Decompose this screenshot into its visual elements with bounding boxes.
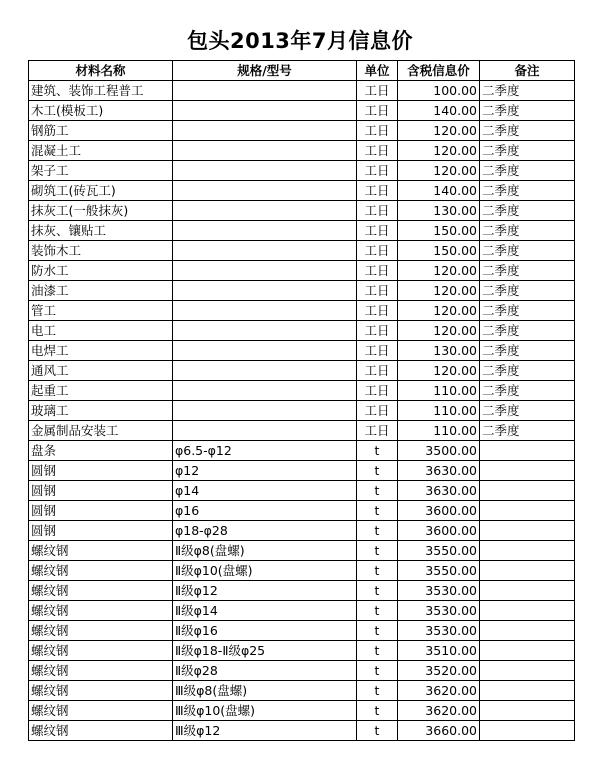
- cell-spec: [173, 201, 357, 221]
- table-row: [29, 81, 575, 101]
- cell-spec: Ⅲ级φ10(盘螺): [173, 701, 357, 721]
- table-row: [29, 401, 575, 421]
- cell-price: 3620.00: [398, 701, 480, 721]
- cell-price: 130.00: [398, 201, 480, 221]
- cell-price: 100.00: [398, 81, 480, 101]
- table-row: [29, 261, 575, 281]
- cell-unit: 工日: [357, 141, 398, 161]
- cell-unit: 工日: [357, 421, 398, 441]
- cell-price: 140.00: [398, 101, 480, 121]
- cell-note: 二季度: [480, 161, 575, 181]
- cell-unit: t: [357, 481, 398, 501]
- cell-note: [480, 701, 575, 721]
- cell-spec: [173, 261, 357, 281]
- cell-material-name: 起重工: [29, 381, 173, 401]
- cell-unit: t: [357, 461, 398, 481]
- cell-price: 130.00: [398, 341, 480, 361]
- cell-material-name: 混凝土工: [29, 141, 173, 161]
- cell-material-name: 抹灰工(一般抹灰): [29, 201, 173, 221]
- cell-spec: [173, 81, 357, 101]
- cell-price: 120.00: [398, 261, 480, 281]
- cell-price: 3530.00: [398, 581, 480, 601]
- cell-spec: [173, 321, 357, 341]
- cell-note: [480, 681, 575, 701]
- table-row: [29, 601, 575, 621]
- table-row: [29, 661, 575, 681]
- table-row: [29, 301, 575, 321]
- cell-note: 二季度: [480, 241, 575, 261]
- cell-spec: [173, 281, 357, 301]
- cell-material-name: 通风工: [29, 361, 173, 381]
- cell-material-name: 螺纹钢: [29, 701, 173, 721]
- cell-note: [480, 721, 575, 741]
- cell-material-name: 木工(模板工): [29, 101, 173, 121]
- cell-spec: [173, 361, 357, 381]
- table-row: [29, 181, 575, 201]
- cell-price: 3530.00: [398, 621, 480, 641]
- cell-spec: [173, 221, 357, 241]
- cell-material-name: 螺纹钢: [29, 721, 173, 741]
- cell-spec: Ⅱ级φ8(盘螺): [173, 541, 357, 561]
- cell-material-name: 电焊工: [29, 341, 173, 361]
- cell-unit: 工日: [357, 181, 398, 201]
- header-note: 备注: [480, 61, 575, 81]
- table-row: [29, 141, 575, 161]
- cell-spec: [173, 141, 357, 161]
- cell-unit: t: [357, 561, 398, 581]
- cell-note: 二季度: [480, 221, 575, 241]
- cell-spec: [173, 421, 357, 441]
- table-row: [29, 541, 575, 561]
- cell-price: 3500.00: [398, 441, 480, 461]
- table-row: [29, 641, 575, 661]
- cell-material-name: 螺纹钢: [29, 601, 173, 621]
- table-row: [29, 581, 575, 601]
- cell-note: 二季度: [480, 301, 575, 321]
- cell-unit: t: [357, 601, 398, 621]
- table-row: [29, 701, 575, 721]
- cell-material-name: 玻璃工: [29, 401, 173, 421]
- table-body: [29, 81, 575, 741]
- cell-note: 二季度: [480, 281, 575, 301]
- cell-material-name: 电工: [29, 321, 173, 341]
- cell-price: 3550.00: [398, 561, 480, 581]
- table-row: [29, 561, 575, 581]
- cell-price: 120.00: [398, 321, 480, 341]
- cell-unit: t: [357, 701, 398, 721]
- table-row: [29, 421, 575, 441]
- cell-note: 二季度: [480, 261, 575, 281]
- cell-unit: t: [357, 661, 398, 681]
- cell-price: 110.00: [398, 401, 480, 421]
- cell-unit: 工日: [357, 301, 398, 321]
- cell-unit: t: [357, 441, 398, 461]
- header-unit: 单位: [357, 61, 398, 81]
- cell-material-name: 架子工: [29, 161, 173, 181]
- cell-unit: 工日: [357, 241, 398, 261]
- cell-note: 二季度: [480, 201, 575, 221]
- cell-price: 150.00: [398, 221, 480, 241]
- cell-unit: 工日: [357, 281, 398, 301]
- cell-spec: [173, 181, 357, 201]
- cell-price: 120.00: [398, 361, 480, 381]
- cell-unit: 工日: [357, 341, 398, 361]
- cell-spec: Ⅱ级φ10(盘螺): [173, 561, 357, 581]
- cell-unit: 工日: [357, 361, 398, 381]
- cell-spec: Ⅲ级φ8(盘螺): [173, 681, 357, 701]
- cell-price: 3530.00: [398, 601, 480, 621]
- cell-price: 3620.00: [398, 681, 480, 701]
- cell-unit: t: [357, 721, 398, 741]
- table-row: [29, 241, 575, 261]
- table-row: [29, 621, 575, 641]
- cell-price: 110.00: [398, 381, 480, 401]
- cell-material-name: 圆钢: [29, 481, 173, 501]
- table-row: [29, 681, 575, 701]
- cell-price: 3550.00: [398, 541, 480, 561]
- cell-note: 二季度: [480, 141, 575, 161]
- cell-spec: φ12: [173, 461, 357, 481]
- table-row: [29, 201, 575, 221]
- header-spec: 规格/型号: [173, 61, 357, 81]
- table-row: [29, 361, 575, 381]
- cell-spec: Ⅲ级φ12: [173, 721, 357, 741]
- header-price: 含税信息价: [398, 61, 480, 81]
- cell-note: [480, 561, 575, 581]
- cell-note: [480, 501, 575, 521]
- table-header-row: [29, 61, 575, 81]
- cell-note: 二季度: [480, 341, 575, 361]
- cell-unit: 工日: [357, 221, 398, 241]
- header-material-name: 材料名称: [29, 61, 173, 81]
- cell-note: 二季度: [480, 421, 575, 441]
- cell-spec: [173, 301, 357, 321]
- cell-note: 二季度: [480, 381, 575, 401]
- cell-note: [480, 621, 575, 641]
- table-row: [29, 481, 575, 501]
- cell-unit: 工日: [357, 201, 398, 221]
- cell-spec: Ⅱ级φ12: [173, 581, 357, 601]
- cell-material-name: 螺纹钢: [29, 641, 173, 661]
- cell-note: 二季度: [480, 101, 575, 121]
- cell-price: 3630.00: [398, 481, 480, 501]
- cell-spec: [173, 381, 357, 401]
- cell-unit: t: [357, 641, 398, 661]
- cell-price: 3600.00: [398, 521, 480, 541]
- cell-material-name: 螺纹钢: [29, 661, 173, 681]
- cell-price: 120.00: [398, 161, 480, 181]
- cell-price: 3630.00: [398, 461, 480, 481]
- table-row: [29, 101, 575, 121]
- cell-unit: t: [357, 681, 398, 701]
- cell-note: [480, 461, 575, 481]
- cell-spec: [173, 341, 357, 361]
- cell-material-name: 圆钢: [29, 521, 173, 541]
- cell-unit: 工日: [357, 321, 398, 341]
- cell-note: [480, 541, 575, 561]
- cell-unit: t: [357, 501, 398, 521]
- cell-spec: φ16: [173, 501, 357, 521]
- cell-unit: 工日: [357, 261, 398, 281]
- cell-price: 120.00: [398, 141, 480, 161]
- cell-unit: 工日: [357, 121, 398, 141]
- cell-note: [480, 581, 575, 601]
- cell-spec: Ⅱ级φ16: [173, 621, 357, 641]
- cell-spec: Ⅱ级φ18-Ⅱ级φ25: [173, 641, 357, 661]
- cell-price: 120.00: [398, 301, 480, 321]
- cell-spec: φ6.5-φ12: [173, 441, 357, 461]
- cell-note: 二季度: [480, 321, 575, 341]
- document-title: 包头2013年7月信息价: [186, 29, 414, 53]
- cell-unit: 工日: [357, 401, 398, 421]
- cell-spec: Ⅱ级φ28: [173, 661, 357, 681]
- table-row: [29, 161, 575, 181]
- price-table: [28, 60, 575, 741]
- cell-unit: 工日: [357, 101, 398, 121]
- cell-price: 3600.00: [398, 501, 480, 521]
- cell-note: 二季度: [480, 121, 575, 141]
- cell-spec: [173, 121, 357, 141]
- table-row: [29, 461, 575, 481]
- cell-material-name: 螺纹钢: [29, 541, 173, 561]
- cell-spec: φ18-φ28: [173, 521, 357, 541]
- cell-price: 150.00: [398, 241, 480, 261]
- cell-unit: t: [357, 581, 398, 601]
- cell-material-name: 圆钢: [29, 501, 173, 521]
- cell-unit: t: [357, 541, 398, 561]
- table-row: [29, 321, 575, 341]
- cell-note: [480, 521, 575, 541]
- table-row: [29, 381, 575, 401]
- cell-unit: t: [357, 621, 398, 641]
- cell-price: 3660.00: [398, 721, 480, 741]
- cell-note: 二季度: [480, 401, 575, 421]
- cell-material-name: 钢筋工: [29, 121, 173, 141]
- table-row: [29, 121, 575, 141]
- cell-note: [480, 481, 575, 501]
- cell-note: [480, 441, 575, 461]
- cell-unit: t: [357, 521, 398, 541]
- cell-material-name: 抹灰、镶贴工: [29, 221, 173, 241]
- table-row: [29, 441, 575, 461]
- table-row: [29, 501, 575, 521]
- cell-price: 3520.00: [398, 661, 480, 681]
- cell-note: [480, 661, 575, 681]
- cell-material-name: 油漆工: [29, 281, 173, 301]
- cell-material-name: 建筑、装饰工程普工: [29, 81, 173, 101]
- cell-spec: [173, 401, 357, 421]
- cell-material-name: 防水工: [29, 261, 173, 281]
- cell-material-name: 管工: [29, 301, 173, 321]
- cell-material-name: 砌筑工(砖瓦工): [29, 181, 173, 201]
- cell-note: 二季度: [480, 81, 575, 101]
- cell-material-name: 盘条: [29, 441, 173, 461]
- table-row: [29, 281, 575, 301]
- cell-price: 110.00: [398, 421, 480, 441]
- cell-price: 140.00: [398, 181, 480, 201]
- cell-material-name: 螺纹钢: [29, 621, 173, 641]
- cell-unit: 工日: [357, 81, 398, 101]
- cell-note: [480, 641, 575, 661]
- cell-material-name: 螺纹钢: [29, 581, 173, 601]
- cell-note: [480, 601, 575, 621]
- cell-material-name: 螺纹钢: [29, 681, 173, 701]
- table-row: [29, 521, 575, 541]
- cell-note: 二季度: [480, 181, 575, 201]
- cell-price: 3510.00: [398, 641, 480, 661]
- cell-material-name: 圆钢: [29, 461, 173, 481]
- cell-material-name: 螺纹钢: [29, 561, 173, 581]
- cell-spec: φ14: [173, 481, 357, 501]
- cell-spec: Ⅱ级φ14: [173, 601, 357, 621]
- table-row: [29, 221, 575, 241]
- table-row: [29, 341, 575, 361]
- cell-unit: 工日: [357, 381, 398, 401]
- cell-price: 120.00: [398, 281, 480, 301]
- table-row: [29, 721, 575, 741]
- cell-spec: [173, 241, 357, 261]
- cell-price: 120.00: [398, 121, 480, 141]
- cell-note: 二季度: [480, 361, 575, 381]
- cell-material-name: 装饰木工: [29, 241, 173, 261]
- cell-material-name: 金属制品安装工: [29, 421, 173, 441]
- cell-unit: 工日: [357, 161, 398, 181]
- cell-spec: [173, 161, 357, 181]
- cell-spec: [173, 101, 357, 121]
